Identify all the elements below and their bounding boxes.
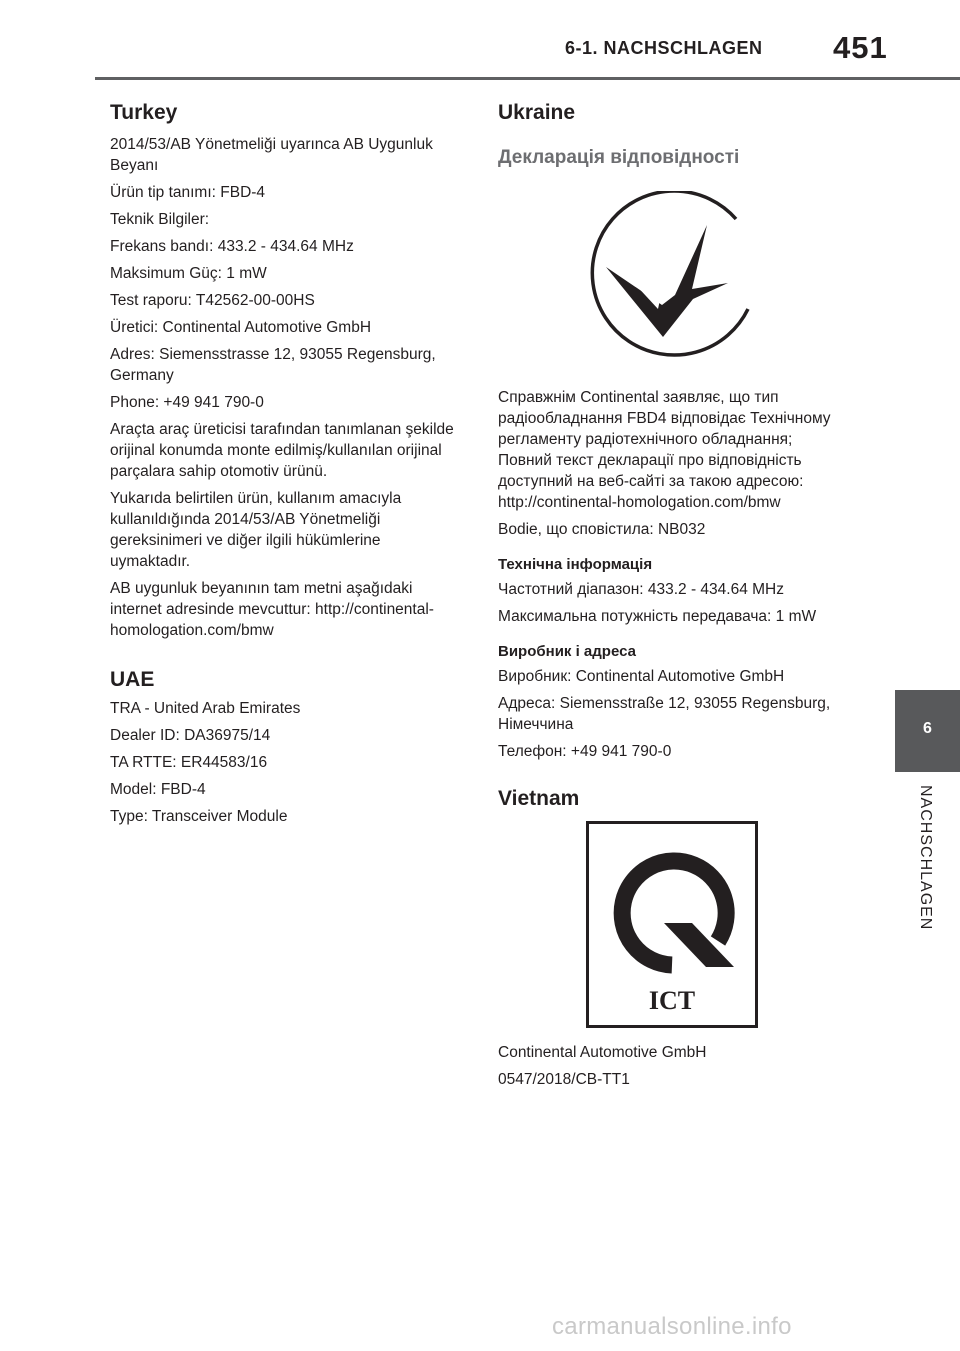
header-divider <box>95 77 960 80</box>
right-column <box>498 100 850 1090</box>
page-number: 451 <box>833 30 888 65</box>
turkey-paragraph: Ürün tip tanımı: FBD-4 <box>110 184 266 202</box>
uae-paragraph: Dealer ID: DA36975/14 <box>110 727 271 745</box>
ukraine-declaration: Справжнім Continental заявляє, що тип радіообладнання FBD4 відповідає Технічному регламенту радіотехнічного обладнання; Повний текст декларації про відповідність доступний на веб-сайті за такою адресою: http://continental-homologation.com/bmw <box>498 389 831 512</box>
turkey-paragraph: Test raporu: T42562-00-00HS <box>110 292 315 310</box>
vietnam-line: 0547/2018/CB-TT1 <box>498 1071 630 1089</box>
turkey-paragraph: AB uygunluk beyanının tam metni aşağıdaki internet adresinde mevcuttur: http://continental-homologation.com/bmw <box>110 580 434 640</box>
chapter-label: NACHSCHLAGEN <box>917 785 934 931</box>
turkey-paragraph: Yukarıda belirtilen ürün, kullanım amacıyla kullanıldığında 2014/53/AB Yönetmeliği gereksinimeri ve diğer ilgili hükümlerine uymaktadır. <box>110 490 402 571</box>
ukrsepro-conformity-logo <box>586 191 762 367</box>
turkey-paragraph: Phone: +49 941 790-0 <box>110 394 264 412</box>
ukraine-maker-line: Виробник: Continental Automotive GmbH <box>498 668 785 686</box>
uae-paragraph: TA RTTE: ER44583/16 <box>110 754 268 772</box>
watermark: carmanualsonline.info <box>552 1313 792 1340</box>
ict-logo-text: ICT <box>648 986 696 1016</box>
turkey-paragraph: 2014/53/AB Yönetmeliği uyarınca AB Uygunluk Beyanı <box>110 136 433 175</box>
ukraine-tech-heading: Технічна інформація <box>498 556 653 574</box>
uae-heading: UAE <box>110 668 155 692</box>
turkey-paragraph: Üretici: Continental Automotive GmbH <box>110 319 372 337</box>
left-column <box>110 100 462 827</box>
ukraine-subheading: Декларація відповідності <box>498 147 740 169</box>
ukraine-heading: Ukraine <box>498 101 576 124</box>
turkey-paragraph: Maksimum Güç: 1 mW <box>110 265 267 283</box>
ukraine-tech-line: Максимальна потужність передавача: 1 mW <box>498 608 817 626</box>
uae-paragraph: Type: Transceiver Module <box>110 808 288 826</box>
uae-paragraph: TRA - United Arab Emirates <box>110 700 301 718</box>
chapter-tab <box>895 690 960 772</box>
ukraine-notified-body: Bodie, що сповістила: NB032 <box>498 521 706 539</box>
uae-paragraph: Model: FBD-4 <box>110 781 206 799</box>
vietnam-line: Continental Automotive GmbH <box>498 1044 707 1062</box>
turkey-paragraph: Teknik Bilgiler: <box>110 211 210 229</box>
section-title: 6-1. NACHSCHLAGEN <box>565 38 763 58</box>
turkey-paragraph: Adres: Siemensstrasse 12, 93055 Regensburg, Germany <box>110 346 436 385</box>
ukraine-maker-line: Телефон: +49 941 790-0 <box>498 743 672 761</box>
vietnam-heading: Vietnam <box>498 787 580 811</box>
ukraine-maker-line: Адреса: Siemensstraße 12, 93055 Regensburg, Німеччина <box>498 695 831 734</box>
ukraine-tech-line: Частотний діапазон: 433.2 - 434.64 MHz <box>498 581 784 599</box>
chapter-number: 6 <box>923 720 932 737</box>
ict-conformity-logo <box>586 821 758 1028</box>
turkey-heading: Turkey <box>110 101 178 124</box>
turkey-paragraph: Araçta araç üreticisi tarafından tanımlanan şekilde orijinal konumda monte edilmiş/kullanılan orijinal parçalara sahip otomotiv ürünü. <box>110 421 454 481</box>
turkey-paragraph: Frekans bandı: 433.2 - 434.64 MHz <box>110 238 354 256</box>
ukraine-maker-heading: Виробник і адреса <box>498 643 636 661</box>
